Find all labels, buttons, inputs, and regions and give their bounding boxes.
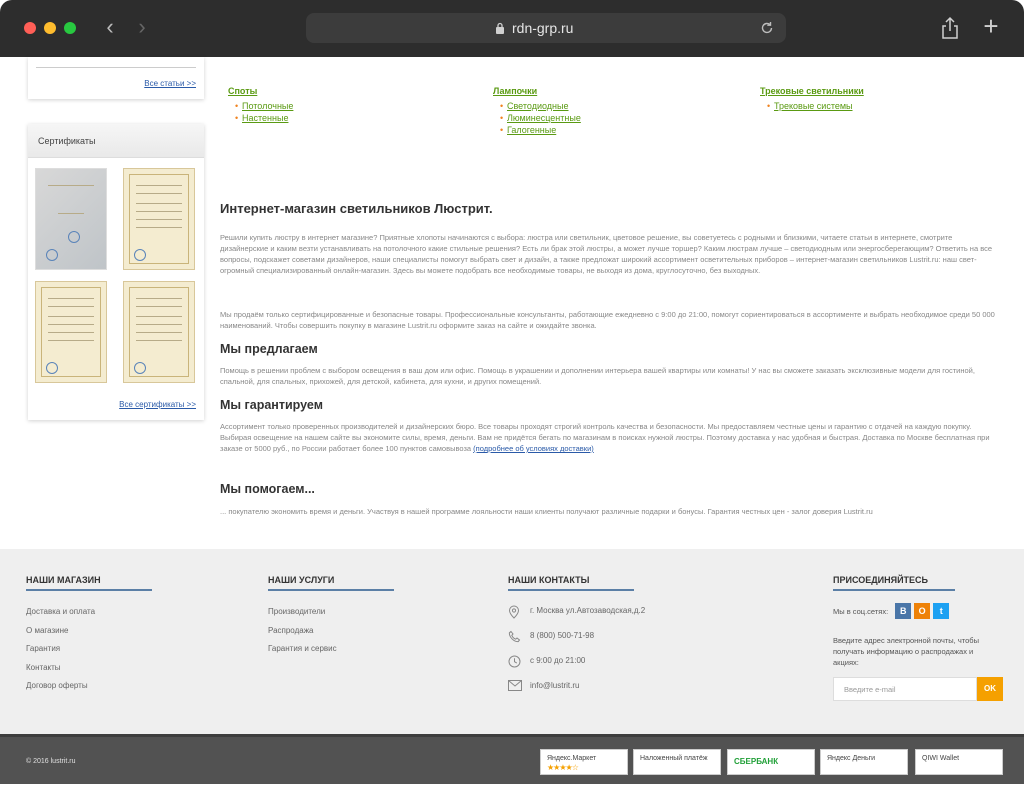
category-track-lights: [760, 86, 864, 112]
category-link[interactable]: • Галогенные: [507, 124, 581, 136]
close-window-button[interactable]: [24, 22, 36, 34]
cash-on-delivery-badge[interactable]: [633, 749, 721, 775]
site-footer: [0, 549, 1024, 734]
sberbank-badge[interactable]: [727, 749, 815, 775]
forward-icon[interactable]: ›: [138, 14, 146, 39]
address-bar[interactable]: [306, 13, 786, 43]
window-bottom: [0, 784, 1024, 800]
location-pin-icon: [508, 605, 520, 619]
footer-services: [268, 575, 394, 659]
yandex-money-badge[interactable]: [820, 749, 908, 775]
articles-card: [28, 57, 204, 99]
badge-label: QIWI Wallet: [922, 755, 960, 762]
qiwi-badge[interactable]: [915, 749, 1003, 775]
category-link[interactable]: • Потолочные: [242, 100, 293, 112]
all-certificates-link[interactable]: Все сертификаты >>: [119, 400, 196, 409]
certificates-card: [28, 124, 204, 420]
badge-label: Наложенный платёж: [640, 755, 708, 762]
category-link[interactable]: • Светодиодные: [507, 100, 581, 112]
bottom-bar: [0, 734, 1024, 784]
email-text[interactable]: info@lustrit.ru: [530, 681, 580, 690]
address-text: г. Москва ул.Автозаводская,д.2: [530, 606, 646, 615]
certificate-thumbnail[interactable]: [123, 281, 195, 383]
subscribe-button[interactable]: OK: [977, 677, 1003, 701]
category-link[interactable]: • Трековые системы: [774, 100, 864, 112]
footer-link[interactable]: Гарантия и сервис: [268, 644, 337, 653]
section-paragraph: [220, 421, 1000, 454]
category-link[interactable]: • Настенные: [242, 112, 293, 124]
page-title: Интернет-магазин светильников Люстрит.: [220, 201, 493, 216]
back-icon[interactable]: ‹: [106, 14, 114, 39]
certificate-thumbnail[interactable]: [35, 168, 107, 270]
twitter-icon[interactable]: t: [933, 603, 949, 619]
phone-icon: [508, 630, 521, 643]
certificate-thumbnail[interactable]: [123, 168, 195, 270]
share-icon[interactable]: [940, 16, 960, 40]
badge-label: Яндекс Деньги: [827, 755, 876, 762]
social-label: Мы в соц.сетях:: [833, 606, 889, 616]
section-paragraph: ... покупателю экономить время и деньги. Участвуя в нашей программе лояльности наши клиенты получают различные подарки и бонусы. Гарантия честных цен - залог доверия Lustrit.ru: [220, 507, 873, 516]
section-paragraph: Помощь в решении проблем с выбором освещения в ваш дом или офис. Помощь в украшении и дополнении интерьера вашей квартиры или комнаты! У нас вы сможете заказать эксклюзивные модели для гостиной, спальной, для спальных, прихожей, для детской, кабинета, для кухни, и других помещений.: [220, 366, 975, 386]
lock-icon: [495, 22, 505, 34]
category-title[interactable]: Лампочки: [493, 86, 538, 96]
section-heading: Мы гарантируем: [220, 398, 323, 412]
footer-link[interactable]: Контакты: [26, 662, 61, 672]
new-tab-icon[interactable]: +: [983, 11, 999, 41]
hours-text: с 9:00 до 21:00: [530, 656, 586, 665]
clock-icon: [508, 655, 521, 668]
phone-text[interactable]: 8 (800) 500-71-98: [530, 631, 595, 640]
all-articles-link[interactable]: Все статьи >>: [144, 79, 196, 88]
odnoklassniki-icon[interactable]: О: [914, 603, 930, 619]
section-heading: Мы помогаем...: [220, 482, 315, 496]
contact-address: [508, 603, 645, 628]
reload-icon[interactable]: [758, 19, 776, 37]
maximize-window-button[interactable]: [64, 22, 76, 34]
footer-link[interactable]: Производители: [268, 607, 326, 616]
section-heading: Мы предлагаем: [220, 342, 318, 356]
minimize-window-button[interactable]: [44, 22, 56, 34]
category-link[interactable]: • Люминесцентные: [507, 112, 581, 124]
rating-stars-icon: ★★★★☆: [547, 763, 578, 772]
certificate-thumbnail[interactable]: [35, 281, 107, 383]
footer-link[interactable]: О магазине: [26, 625, 69, 635]
copyright: © 2016 lustrit.ru: [26, 758, 76, 765]
footer-join: [833, 575, 1003, 701]
url-text: rdn-grp.ru: [512, 20, 574, 36]
footer-link[interactable]: Доставка и оплата: [26, 607, 96, 616]
category-bulbs: [493, 86, 581, 136]
badge-label: Яндекс.Маркет: [547, 755, 597, 762]
category-title[interactable]: Споты: [228, 86, 258, 96]
subscribe-text: Введите адрес электронной почты, чтобы получать информацию о распродажах и акциях:: [833, 636, 979, 667]
footer-heading: НАШИ УСЛУГИ: [268, 575, 394, 591]
contact-hours: [508, 653, 645, 678]
guarantee-text: Ассортимент только проверенных производителей и дизайнерских бюро. Все товары проходят строгий контроль качества и безопасности. Мы предоставляем честные цены и гарантию с отдачей на каждую покупку. Выбирая освещение на нашем сайте вы экономите силы, время, деньги. Вам не придётся бегать по магазинам в поисках нужной люстры. Поэтому доставка у нас удобная и быстрая. Доставка по Москве бесплатная при заказе от 5000 руб., по России работает более 100 пунктов самовывоза: [220, 422, 990, 453]
category-title[interactable]: Трековые светильники: [760, 86, 864, 96]
badge-label: СБЕРБАНК: [734, 757, 779, 766]
footer-link[interactable]: Распродажа: [268, 625, 314, 635]
browser-toolbar: [0, 0, 1024, 57]
yandex-market-badge[interactable]: [540, 749, 628, 775]
footer-link[interactable]: Договор оферты: [26, 681, 88, 690]
footer-heading: НАШИ КОНТАКТЫ: [508, 575, 634, 591]
footer-heading: НАШИ МАГАЗИН: [26, 575, 152, 591]
subscribe-form: [833, 677, 1003, 701]
footer-link[interactable]: Гарантия: [26, 644, 61, 653]
certificates-title: Сертификаты: [28, 124, 204, 158]
divider: [36, 67, 196, 68]
social-links: [833, 603, 1003, 619]
email-input[interactable]: Введите e-mail: [833, 677, 977, 701]
delivery-terms-link[interactable]: (подробнее об условиях доставки): [473, 444, 594, 453]
footer-heading: ПРИСОЕДИНЯЙТЕСЬ: [833, 575, 955, 591]
intro-paragraph: Мы продаём только сертифицированные и безопасные товары. Профессиональные консультанты, работающие ежедневно с 9:00 до 21:00, помогут сориентироваться в ассортименте и выбрать необходимое среди 50 000 наименований. Чтобы совершить покупку в магазине Lustrit.ru оформите заказ на сайте и ожидайте звонка.: [220, 310, 995, 330]
mail-icon: [508, 680, 522, 691]
contact-phone: [508, 628, 645, 653]
intro-paragraph: Решили купить люстру в интернет магазине? Приятные хлопоты начинаются с выбора: люстра или светильник, цветовое решение, вы советуетесь с родными и близкими, читаете статьи в интернете, смотрите дизайнерские и каким везти устанавливать на потолочного какие стильные решения? Есть ли брак этой люстры, а может лучше торшер? Каким люстрам лучше – светодиодным или энергосберегающим? Ответить на все вопросы, подскажет советами дизайнеров, наши специалисты помогут выбрать свет и дизайн, а также предложат широкий ассортимент осветительных приборов – интернет-магазин светильников Lustrit.ru: наш свет-огромный специализированный онлайн-магазин. Здесь вы можете подобрать все необходимые товары, не выходя из дома, круглосуточно, без выходных.: [220, 233, 993, 275]
vk-icon[interactable]: В: [895, 603, 911, 619]
footer-contacts: [508, 575, 645, 703]
category-spots: [228, 86, 293, 124]
footer-stores: [26, 575, 152, 696]
contact-email: [508, 678, 645, 703]
